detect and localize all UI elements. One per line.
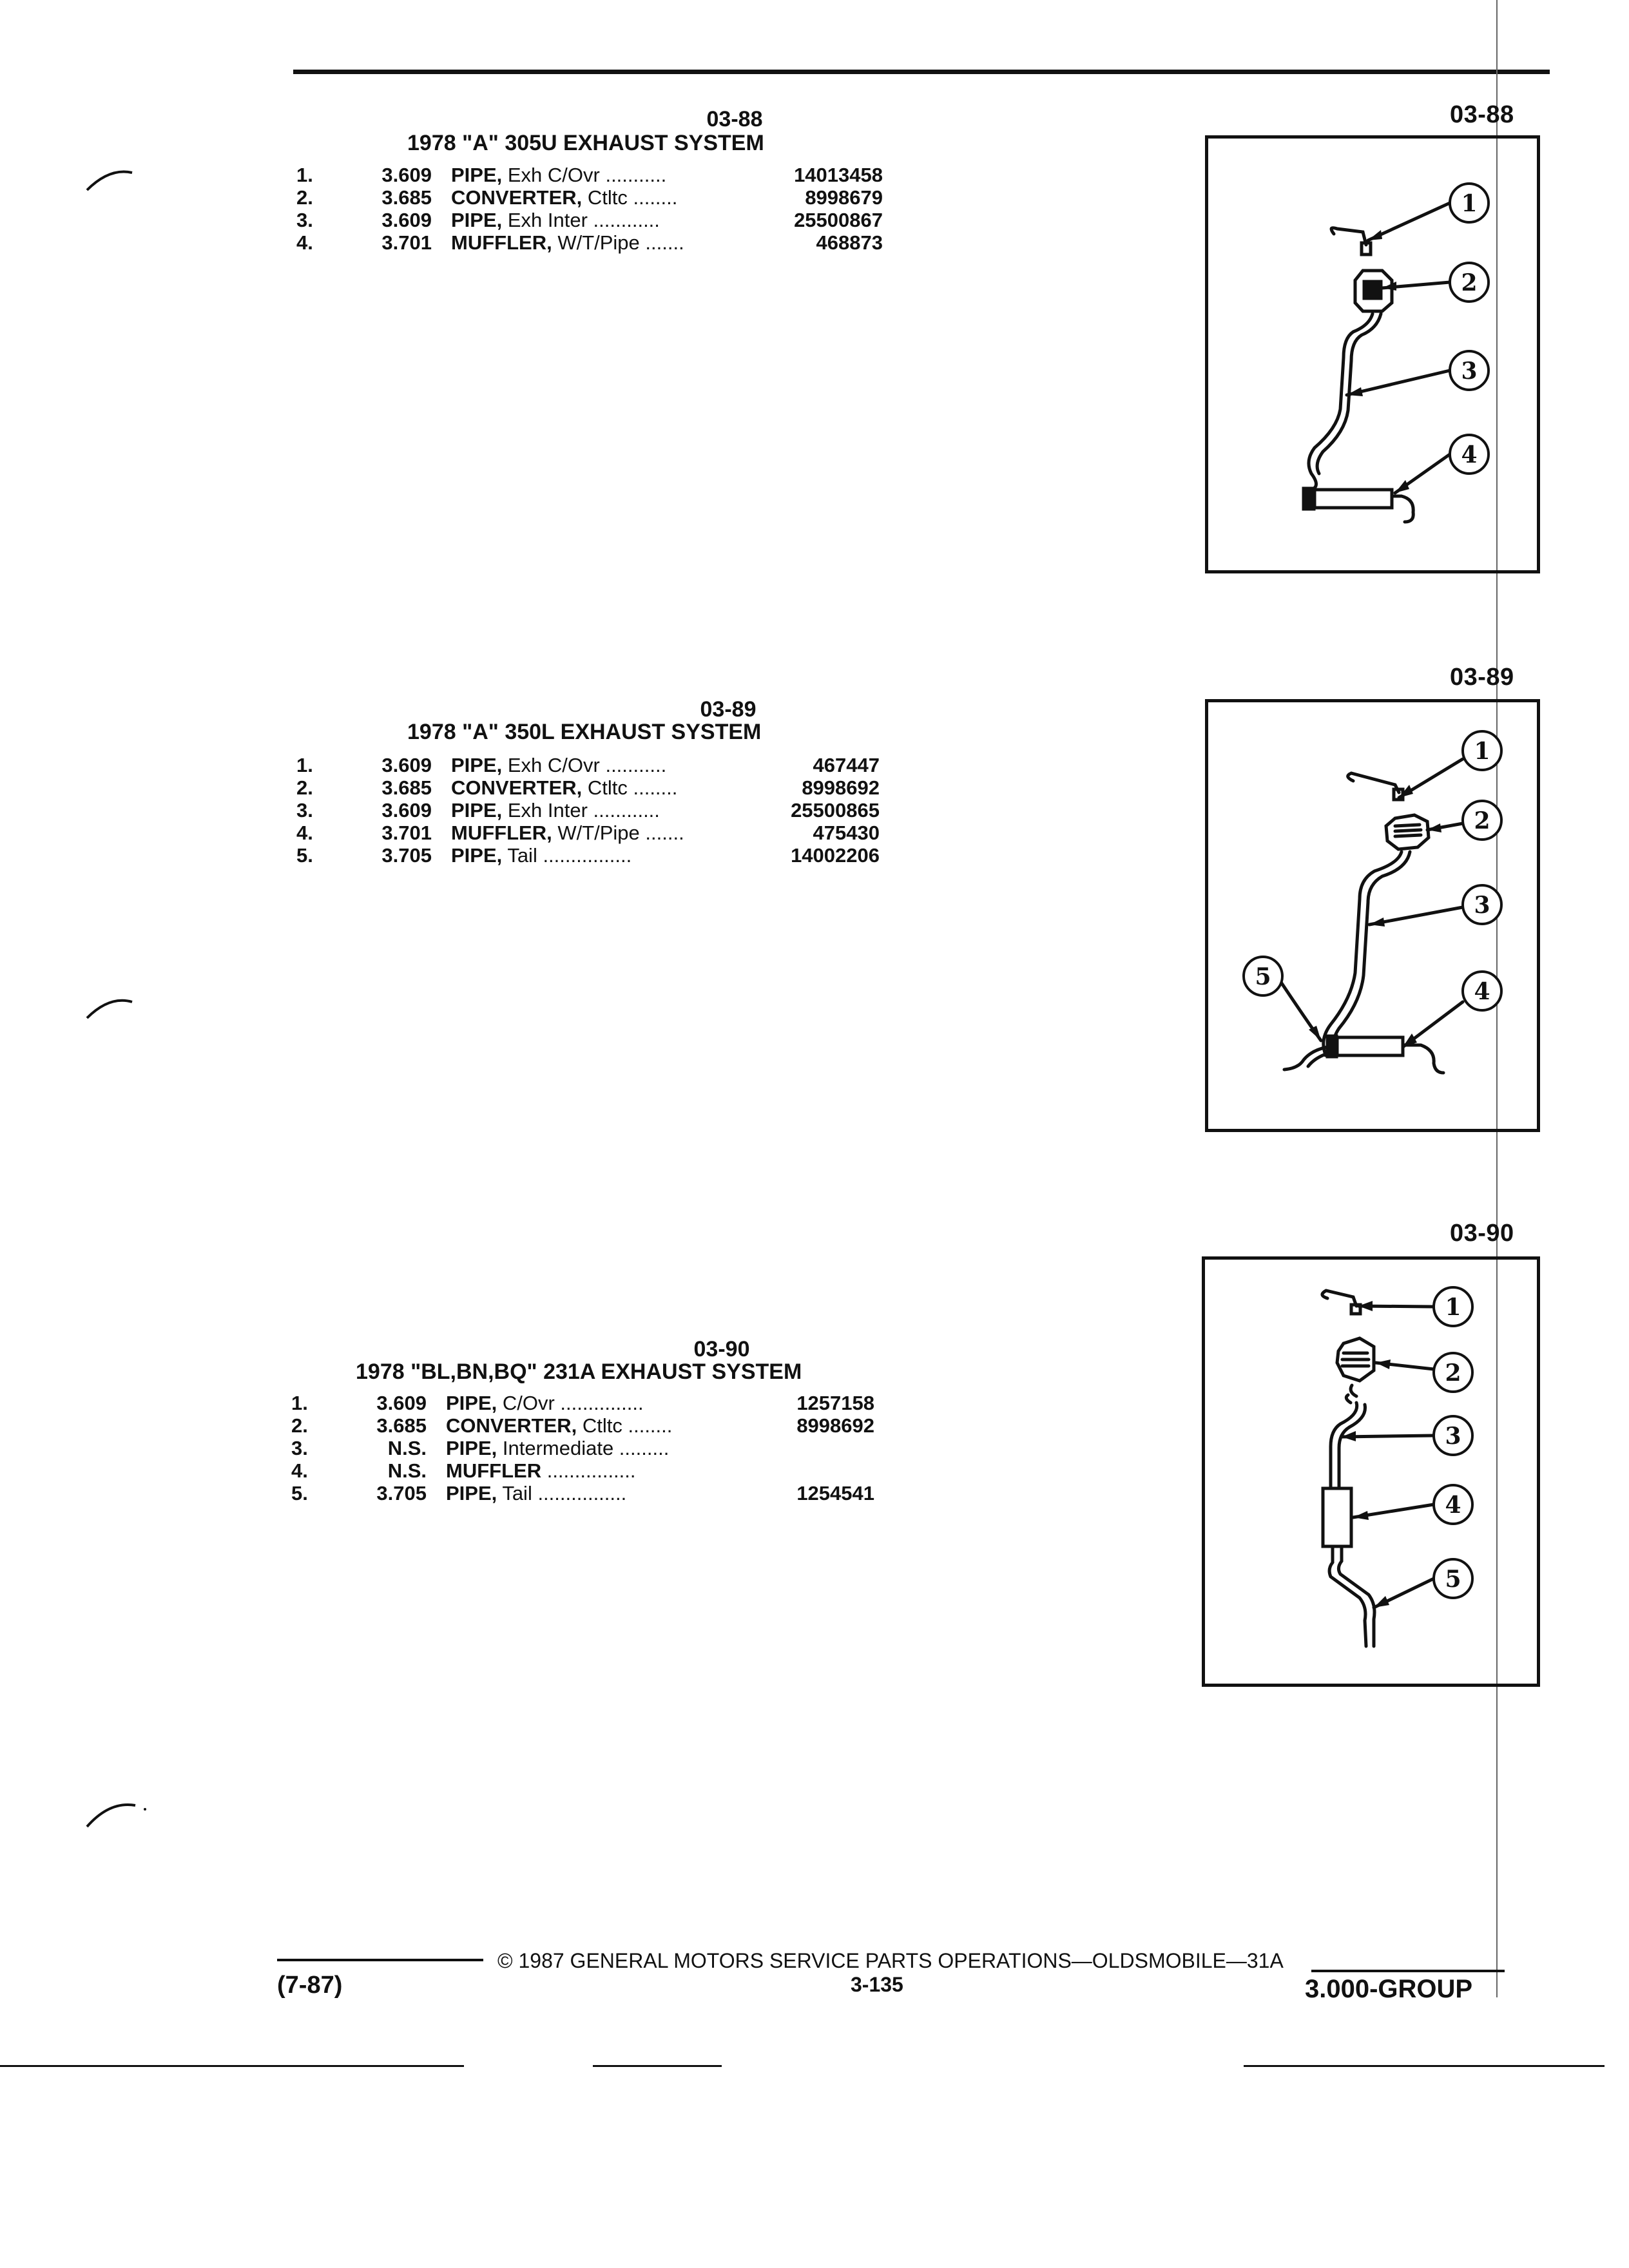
item-number: 5. <box>291 1482 308 1504</box>
item-number: 2. <box>291 1414 308 1437</box>
group-number: 3.701 <box>381 231 432 254</box>
part-name-bold: PIPE, <box>451 844 503 867</box>
header-rule <box>293 70 1550 74</box>
part-name-rest: Tail ................ <box>502 844 632 867</box>
callout-1: 1 <box>1461 190 1478 217</box>
group-number: 3.609 <box>381 799 432 822</box>
part-number: 8998679 <box>805 186 883 209</box>
footer-rule-right <box>1311 1970 1505 1972</box>
item-number: 5. <box>296 844 313 867</box>
part-name-rest: Exh Inter ............ <box>502 209 660 231</box>
part-name-rest: Exh Inter ............ <box>502 799 660 822</box>
exhaust-diagram <box>1205 699 1540 1132</box>
parts-row <box>296 164 883 186</box>
item-number: 3. <box>296 799 313 822</box>
part-name-rest: Tail ................ <box>497 1482 627 1504</box>
footer-date: (7-87) <box>277 1972 343 1999</box>
parts-row <box>291 1414 874 1437</box>
part-number: 14002206 <box>791 844 880 867</box>
part-name <box>446 1482 626 1504</box>
parts-row <box>296 209 883 231</box>
scan-edge-bottom <box>1244 2065 1605 2067</box>
part-name-bold: PIPE, <box>451 754 503 776</box>
callout-2: 2 <box>1461 269 1478 296</box>
part-name-rest: ................ <box>541 1459 636 1482</box>
part-name <box>446 1392 644 1414</box>
part-number: 1257158 <box>796 1392 874 1414</box>
callout-5: 5 <box>1255 963 1271 990</box>
margin-mark-2 <box>84 989 161 1028</box>
part-name <box>451 776 677 799</box>
part-number: 475430 <box>813 822 880 844</box>
parts-row <box>296 822 880 844</box>
item-number: 3. <box>291 1437 308 1459</box>
group-number: 3.609 <box>381 209 432 231</box>
item-number: 1. <box>296 754 313 776</box>
footer-copyright: © 1987 GENERAL MOTORS SERVICE PARTS OPERATIONS—OLDSMOBILE—31A <box>497 1949 1284 1972</box>
part-name-rest: Exh C/Ovr ........... <box>502 754 667 776</box>
part-name-rest: W/T/Pipe ....... <box>552 231 684 254</box>
callout-1: 1 <box>1474 738 1490 765</box>
parts-row <box>296 186 883 209</box>
parts-list <box>291 1392 874 1504</box>
scan-edge-bottom <box>593 2065 722 2067</box>
part-name-bold: MUFFLER <box>446 1459 542 1482</box>
callout-4: 4 <box>1474 978 1490 1005</box>
part-name-bold: PIPE, <box>446 1482 497 1504</box>
diagram-code: 03-88 <box>1450 101 1514 128</box>
part-name <box>451 231 684 254</box>
callout-2: 2 <box>1474 807 1490 834</box>
callout-1: 1 <box>1445 1294 1461 1321</box>
parts-row <box>291 1392 874 1414</box>
part-name-bold: PIPE, <box>451 209 503 231</box>
part-name <box>451 822 684 844</box>
callout-3: 3 <box>1445 1423 1461 1450</box>
item-number: 2. <box>296 186 313 209</box>
parts-row <box>291 1482 874 1504</box>
part-name <box>446 1414 672 1437</box>
item-number: 1. <box>291 1392 308 1414</box>
group-number: 3.705 <box>381 844 432 867</box>
part-name-rest: Ctltc ........ <box>577 1414 673 1437</box>
parts-row <box>291 1437 874 1459</box>
part-name-bold: PIPE, <box>451 164 503 186</box>
part-name <box>451 754 666 776</box>
parts-row <box>296 231 883 254</box>
parts-row <box>291 1459 874 1482</box>
exhaust-diagram <box>1202 1256 1540 1687</box>
part-name <box>446 1459 636 1482</box>
margin-mark-1 <box>84 161 161 200</box>
section-code: 03-90 <box>693 1337 750 1361</box>
part-name-bold: MUFFLER, <box>451 822 552 844</box>
parts-row <box>296 776 880 799</box>
part-name <box>451 186 677 209</box>
item-number: 4. <box>296 822 313 844</box>
part-name-rest: Ctltc ........ <box>582 186 678 209</box>
footer-page-number: 3-135 <box>851 1973 903 1996</box>
parts-list <box>296 754 880 867</box>
callout-3: 3 <box>1461 358 1478 385</box>
part-number: 468873 <box>816 231 883 254</box>
part-name-bold: CONVERTER, <box>446 1414 577 1437</box>
part-name-rest: Intermediate ......... <box>497 1437 670 1459</box>
group-number: N.S. <box>387 1437 427 1459</box>
group-number: 3.609 <box>381 164 432 186</box>
part-name-bold: PIPE, <box>446 1392 497 1414</box>
group-number: 3.685 <box>376 1414 427 1437</box>
part-name-rest: Ctltc ........ <box>582 776 678 799</box>
section-title: 1978 "A" 305U EXHAUST SYSTEM <box>407 131 764 155</box>
margin-mark-3 <box>84 1791 174 1843</box>
parts-row <box>296 754 880 776</box>
part-name <box>451 799 660 822</box>
group-number: 3.609 <box>381 754 432 776</box>
item-number: 4. <box>296 231 313 254</box>
callout-5: 5 <box>1445 1566 1461 1593</box>
group-number: 3.685 <box>381 776 432 799</box>
part-name <box>451 209 660 231</box>
part-number: 8998692 <box>802 776 880 799</box>
callout-4: 4 <box>1445 1492 1461 1519</box>
section-code: 03-89 <box>700 697 757 722</box>
part-number: 14013458 <box>794 164 883 186</box>
footer-group: 3.000-GROUP <box>1305 1975 1473 2003</box>
group-number: 3.701 <box>381 822 432 844</box>
part-name-bold: PIPE, <box>446 1437 497 1459</box>
scan-edge-bottom <box>0 2065 464 2067</box>
group-number: 3.705 <box>376 1482 427 1504</box>
group-number: 3.609 <box>376 1392 427 1414</box>
part-name-rest: Exh C/Ovr ........... <box>502 164 667 186</box>
section-title: 1978 "BL,BN,BQ" 231A EXHAUST SYSTEM <box>356 1360 802 1384</box>
callout-2: 2 <box>1445 1360 1461 1387</box>
callout-4: 4 <box>1461 441 1478 468</box>
section-title: 1978 "A" 350L EXHAUST SYSTEM <box>407 720 762 744</box>
item-number: 1. <box>296 164 313 186</box>
item-number: 4. <box>291 1459 308 1482</box>
parts-row <box>296 799 880 822</box>
item-number: 2. <box>296 776 313 799</box>
part-number: 1254541 <box>796 1482 874 1504</box>
part-name <box>451 844 631 867</box>
part-name <box>446 1437 669 1459</box>
part-name-bold: PIPE, <box>451 799 503 822</box>
part-name <box>451 164 666 186</box>
part-number: 25500865 <box>791 799 880 822</box>
part-number: 25500867 <box>794 209 883 231</box>
callout-3: 3 <box>1474 892 1490 919</box>
part-number: 8998692 <box>796 1414 874 1437</box>
parts-row <box>296 844 880 867</box>
section-code: 03-88 <box>706 107 763 131</box>
group-number: 3.685 <box>381 186 432 209</box>
footer-rule-left <box>277 1959 483 1961</box>
group-number: N.S. <box>387 1459 427 1482</box>
parts-list <box>296 164 883 254</box>
part-name-rest: C/Ovr ............... <box>497 1392 644 1414</box>
diagram-code: 03-90 <box>1450 1220 1514 1247</box>
part-number: 467447 <box>813 754 880 776</box>
part-name-bold: CONVERTER, <box>451 186 583 209</box>
diagram-code: 03-89 <box>1450 664 1514 691</box>
exhaust-diagram <box>1205 135 1540 573</box>
part-name-bold: CONVERTER, <box>451 776 583 799</box>
item-number: 3. <box>296 209 313 231</box>
part-name-bold: MUFFLER, <box>451 231 552 254</box>
part-name-rest: W/T/Pipe ....... <box>552 822 684 844</box>
